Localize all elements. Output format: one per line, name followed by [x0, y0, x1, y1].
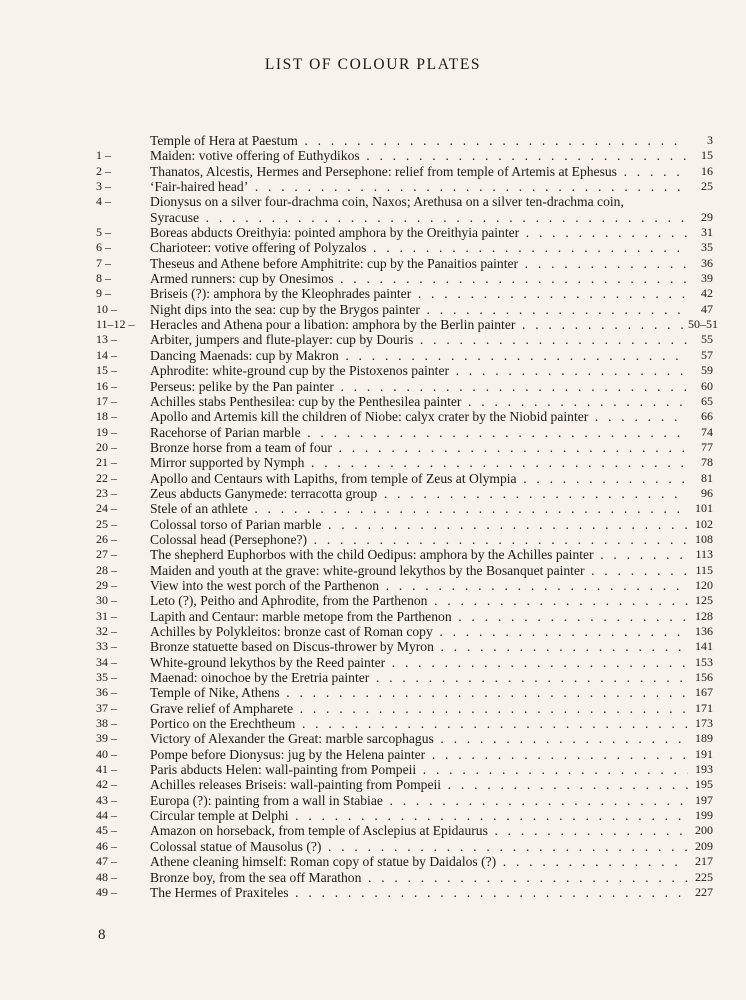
plate-number: 15 – — [96, 363, 117, 378]
plate-number: 25 – — [96, 516, 117, 531]
plate-title: Pompe before Dionysus: jug by the Helena painter . . . — [150, 747, 688, 762]
plate-list-item — [0, 363, 746, 378]
plate-page-number: 153 — [695, 654, 713, 669]
plate-page-number: 39 — [701, 271, 713, 286]
plate-title: Colossal statue of Mausolus (?) . . . — [150, 839, 688, 854]
plate-page-number: 227 — [695, 884, 713, 899]
page-title: LIST OF COLOUR PLATES — [264, 56, 482, 73]
plate-number: 34 – — [96, 654, 117, 669]
plate-page-number: 189 — [695, 731, 713, 746]
plate-title: Athene cleaning himself: Roman copy of statue by Daidalos (?) . . . — [150, 854, 688, 869]
plate-number: 1 – — [96, 148, 111, 163]
plate-title: Colossal torso of Parian marble . . . — [150, 517, 688, 532]
plate-title: Perseus: pelike by the Pan painter . . . — [150, 379, 688, 394]
plate-page-number: 120 — [695, 577, 713, 592]
plate-number: 16 – — [96, 378, 117, 393]
plate-number: 35 – — [96, 670, 117, 685]
plate-title: Dionysus on a silver four-drachma coin, Naxos; Arethusa on a silver ten-drachma coin, — [150, 194, 624, 210]
plate-list-item — [0, 302, 746, 317]
plate-number: 45 – — [96, 823, 117, 838]
plate-list-item — [0, 563, 746, 578]
plate-page-number: 173 — [695, 716, 713, 731]
plate-title: Temple of Hera at Paestum . . . — [150, 133, 688, 148]
plate-list-item — [0, 593, 746, 608]
plate-number: 24 – — [96, 501, 117, 516]
plate-number: 10 – — [96, 301, 117, 316]
plate-title: Maenad: oinochoe by the Eretria painter . . . — [150, 670, 688, 685]
plate-list-item — [0, 808, 746, 823]
plate-title: Portico on the Erechtheum . . . — [150, 716, 688, 731]
plate-page-number: 102 — [695, 516, 713, 531]
plate-number: 3 – — [96, 179, 111, 194]
plate-page-number: 77 — [701, 439, 713, 454]
plate-number: 21 – — [96, 455, 117, 470]
plate-title: Paris abducts Helen: wall-painting from Pompeii . . . — [150, 762, 688, 777]
plate-title: Zeus abducts Ganymede: terracotta group . . . — [150, 486, 688, 501]
plate-number: 49 – — [96, 884, 117, 899]
plate-title: Dancing Maenads: cup by Makron . . . — [150, 348, 688, 363]
plate-number: 46 – — [96, 838, 117, 853]
plate-title: Leto (?), Peitho and Aphrodite, from the Parthenon . . . — [150, 593, 688, 608]
plate-page-number: 141 — [695, 639, 713, 654]
plate-page-number: 115 — [695, 562, 713, 577]
plate-number: 13 – — [96, 332, 117, 347]
plate-title: Mirror supported by Nymph . . . — [150, 455, 688, 470]
plate-number: 41 – — [96, 762, 117, 777]
plate-list-item — [0, 194, 746, 209]
plate-title: Colossal head (Persephone?) . . . — [150, 532, 688, 547]
plate-title: Amazon on horseback, from temple of Asclepius at Epidaurus . . . — [150, 823, 688, 838]
plate-page-number: 108 — [695, 531, 713, 546]
plate-list-item — [0, 271, 746, 286]
plate-list-item — [0, 762, 746, 777]
plate-number: 31 – — [96, 608, 117, 623]
plate-list-item — [0, 210, 746, 225]
plate-list-item — [0, 409, 746, 424]
plate-list-item — [0, 624, 746, 639]
plate-number: 9 – — [96, 286, 111, 301]
plate-page-number: 16 — [701, 163, 713, 178]
plate-page-number: 199 — [695, 808, 713, 823]
plate-page-number: 156 — [695, 670, 713, 685]
plate-number: 33 – — [96, 639, 117, 654]
plate-list-item — [0, 793, 746, 808]
plate-title: Achilles stabs Penthesilea: cup by the Penthesilea painter . . . — [150, 394, 688, 409]
plate-title: Charioteer: votive offering of Polyzalos . . . — [150, 240, 688, 255]
plate-list-item — [0, 133, 746, 148]
plate-list-item — [0, 501, 746, 516]
plate-list-item — [0, 685, 746, 700]
plate-page-number: 55 — [701, 332, 713, 347]
plate-list-item — [0, 425, 746, 440]
plate-list-item — [0, 517, 746, 532]
plate-number: 32 – — [96, 624, 117, 638]
plate-number: 7 – — [96, 255, 111, 270]
plate-page-number: 15 — [701, 148, 713, 163]
plate-title: Circular temple at Delphi . . . — [150, 808, 688, 823]
plate-number: 30 – — [96, 593, 117, 608]
plate-title: Briseis (?): amphora by the Kleophrades painter . . . — [150, 286, 688, 301]
plate-list-item — [0, 179, 746, 194]
plate-page-number: 193 — [695, 762, 713, 777]
plate-title: Achilles by Polykleitos: bronze cast of Roman copy . . . — [150, 624, 688, 639]
plate-number: 40 – — [96, 746, 117, 761]
plate-list-item — [0, 716, 746, 731]
plate-list-item — [0, 148, 746, 163]
plate-page-number: 209 — [695, 838, 713, 853]
plate-title: Lapith and Centaur: marble metope from the Parthenon . . . — [150, 609, 688, 624]
plate-title: Grave relief of Ampharete . . . — [150, 701, 688, 716]
plate-number: 11–12 – — [96, 317, 135, 332]
plate-number: 22 – — [96, 470, 117, 485]
plate-title: Bronze horse from a team of four . . . — [150, 440, 688, 455]
plate-number: 43 – — [96, 792, 117, 807]
plate-number: 27 – — [96, 547, 117, 562]
plate-page-number: 31 — [701, 225, 713, 240]
plate-list-item — [0, 532, 746, 547]
plate-title: Boreas abducts Oreithyia: pointed amphora by the Oreithyia painter . . . — [150, 225, 688, 240]
plate-list-item — [0, 885, 746, 900]
plate-list-item — [0, 256, 746, 271]
plate-list-item — [0, 701, 746, 716]
plate-page-number: 128 — [695, 608, 713, 623]
plate-list-item — [0, 455, 746, 470]
plate-page-number: 25 — [701, 179, 713, 194]
plate-number: 14 – — [96, 347, 117, 362]
plate-title: Maiden: votive offering of Euthydikos . . . — [150, 148, 688, 163]
plate-page-number: 136 — [695, 624, 713, 638]
plate-title: Stele of an athlete . . . — [150, 501, 688, 516]
plate-list-item — [0, 777, 746, 792]
plate-title: Thanatos, Alcestis, Hermes and Persephone: relief from temple of Artemis at Ephesus . . . — [150, 164, 688, 179]
plate-list-item — [0, 655, 746, 670]
plate-list-item — [0, 639, 746, 654]
plate-page-number: 171 — [695, 700, 713, 715]
plate-page-number: 65 — [701, 393, 713, 408]
plate-number: 48 – — [96, 869, 117, 884]
plate-page-number: 47 — [701, 301, 713, 316]
plate-number: 18 – — [96, 409, 117, 424]
plate-page-number: 60 — [701, 378, 713, 393]
plate-list — [0, 133, 746, 900]
plate-page-number: 81 — [701, 470, 713, 485]
plate-list-item — [0, 486, 746, 501]
plate-number: 38 – — [96, 716, 117, 731]
plate-number: 42 – — [96, 777, 117, 792]
plate-title: Apollo and Centaurs with Lapiths, from temple of Zeus at Olympia . . . — [150, 471, 688, 486]
plate-number: 37 – — [96, 700, 117, 715]
plate-title: Syracuse . . . — [150, 210, 688, 225]
plate-list-item — [0, 164, 746, 179]
plate-title: The Hermes of Praxiteles . . . — [150, 885, 688, 900]
plate-number: 23 – — [96, 485, 117, 500]
plate-number: 4 – — [96, 194, 111, 209]
plate-list-item — [0, 240, 746, 255]
plate-title: Victory of Alexander the Great: marble sarcophagus . . . — [150, 731, 688, 746]
plate-title: Achilles releases Briseis: wall-painting from Pompeii . . . — [150, 777, 688, 792]
plate-page-number: 125 — [695, 593, 713, 608]
plate-list-item — [0, 440, 746, 455]
plate-list-item — [0, 823, 746, 838]
plate-title: Apollo and Artemis kill the children of Niobe: calyx crater by the Niobid painter . . . — [150, 409, 688, 424]
plate-number: 26 – — [96, 531, 117, 546]
plate-title: Arbiter, jumpers and flute-player: cup by Douris . . . — [150, 332, 688, 347]
plate-list-item — [0, 870, 746, 885]
plate-number: 5 – — [96, 225, 111, 240]
plate-page-number: 36 — [701, 255, 713, 270]
plate-list-item — [0, 332, 746, 347]
plate-list-item — [0, 854, 746, 869]
plate-list-item — [0, 747, 746, 762]
plate-list-item — [0, 471, 746, 486]
plate-title: White-ground lekythos by the Reed painter . . . — [150, 655, 688, 670]
plate-list-item — [0, 225, 746, 240]
plate-title: Maiden and youth at the grave: white-ground lekythos by the Bosanquet painter . . . — [150, 563, 688, 578]
plate-list-item — [0, 286, 746, 301]
plate-page-number: 225 — [695, 869, 713, 884]
plate-title: Bronze boy, from the sea off Marathon . . . — [150, 870, 688, 885]
plate-page-number: 217 — [695, 854, 713, 869]
plate-title: Europa (?): painting from a wall in Stabiae . . . — [150, 793, 688, 808]
plate-page-number: 191 — [695, 746, 713, 761]
plate-title: Theseus and Athene before Amphitrite: cup by the Panaitios painter . . . — [150, 256, 688, 271]
plate-title: The shepherd Euphorbos with the child Oedipus: amphora by the Achilles painter . . . — [150, 547, 688, 562]
page-number: 8 — [98, 927, 106, 943]
plate-page-number: 101 — [695, 501, 713, 516]
plate-list-item — [0, 839, 746, 854]
plate-number: 19 – — [96, 424, 117, 439]
plate-page-number: 197 — [695, 792, 713, 807]
plate-page-number: 200 — [695, 823, 713, 838]
plate-list-item — [0, 609, 746, 624]
plate-page-number: 66 — [701, 409, 713, 424]
plate-title: Bronze statuette based on Discus-thrower by Myron . . . — [150, 639, 688, 654]
plate-title: ‘Fair-haired head’ . . . — [150, 179, 688, 194]
plate-title: Heracles and Athena pour a libation: amphora by the Berlin painter . . . — [150, 317, 688, 332]
plate-title: View into the west porch of the Parthenon . . . — [150, 578, 688, 593]
plate-title: Temple of Nike, Athens . . . — [150, 685, 688, 700]
plate-page-number: 57 — [701, 347, 713, 362]
plate-list-item — [0, 670, 746, 685]
plate-page-number: 167 — [695, 685, 713, 700]
plate-list-item — [0, 317, 746, 332]
plate-title: Night dips into the sea: cup by the Brygos painter . . . — [150, 302, 688, 317]
plate-page-number: 50–51 — [688, 317, 718, 332]
plate-list-item — [0, 394, 746, 409]
plate-list-item — [0, 348, 746, 363]
plate-page-number: 96 — [701, 485, 713, 500]
plate-number: 39 – — [96, 731, 117, 746]
plate-number: 6 – — [96, 240, 111, 255]
plate-number: 28 – — [96, 562, 117, 577]
plate-page-number: 35 — [701, 240, 713, 255]
plate-page-number: 113 — [695, 547, 713, 562]
plate-number: 2 – — [96, 163, 111, 178]
plate-number: 29 – — [96, 577, 117, 592]
plate-list-item — [0, 578, 746, 593]
plate-list-item — [0, 547, 746, 562]
plate-page-number: 59 — [701, 363, 713, 378]
plate-page-number: 74 — [701, 424, 713, 439]
plate-number: 44 – — [96, 808, 117, 823]
plate-title: Racehorse of Parian marble . . . — [150, 425, 688, 440]
plate-list-item — [0, 379, 746, 394]
plate-title: Armed runners: cup by Onesimos . . . — [150, 271, 688, 286]
plate-page-number: 195 — [695, 777, 713, 792]
plate-title: Aphrodite: white-ground cup by the Pistoxenos painter . . . — [150, 363, 688, 378]
plate-number: 36 – — [96, 685, 117, 700]
plate-page-number: 78 — [701, 455, 713, 470]
plate-page-number: 42 — [701, 286, 713, 301]
plate-number: 8 – — [96, 271, 111, 286]
plate-number: 17 – — [96, 393, 117, 408]
plate-number: 47 – — [96, 854, 117, 869]
plate-page-number: 3 — [707, 133, 713, 147]
plate-number: 20 – — [96, 439, 117, 454]
plate-list-item — [0, 731, 746, 746]
plate-page-number: 29 — [701, 209, 713, 224]
